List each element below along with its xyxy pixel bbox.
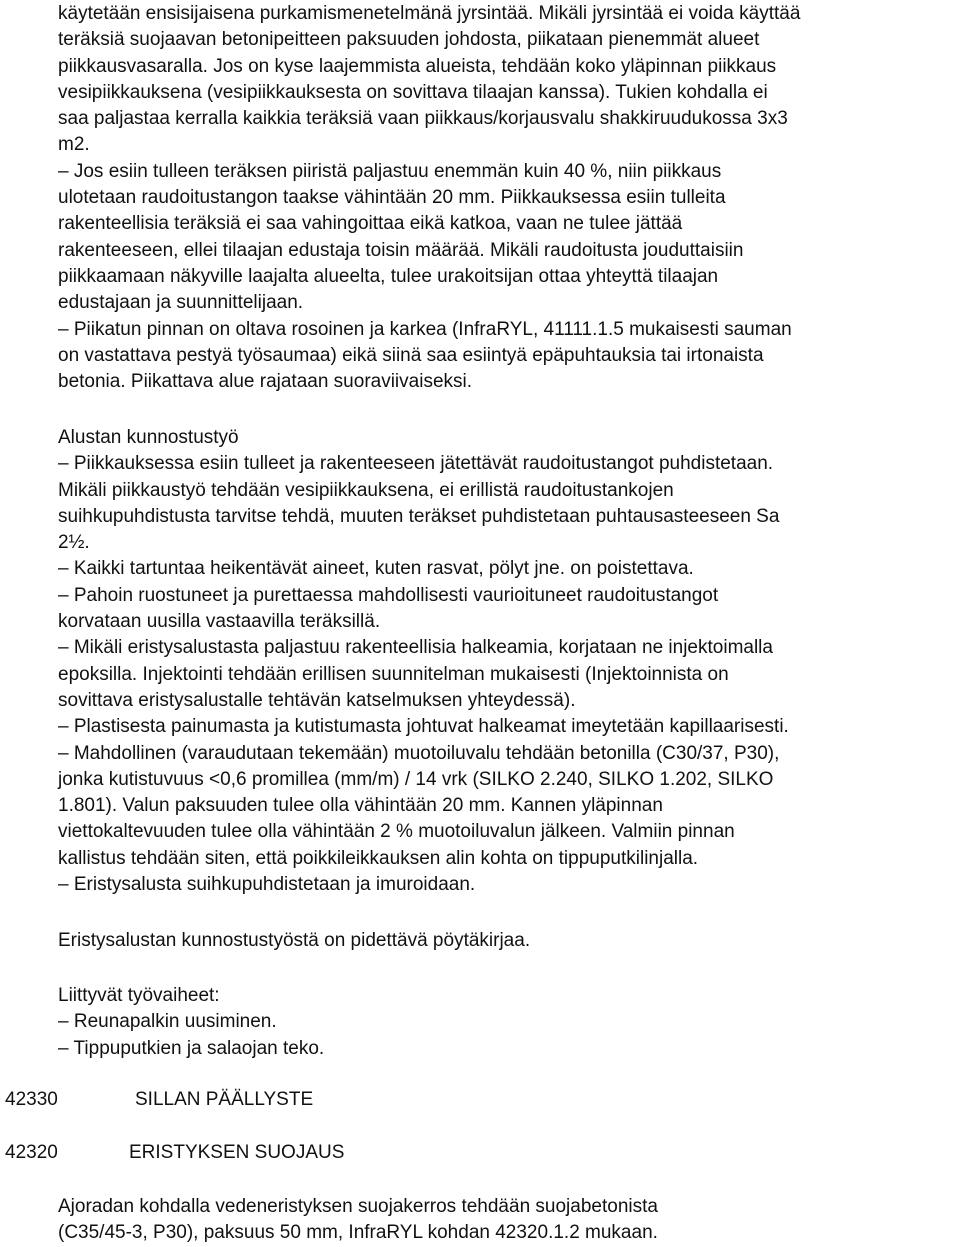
paragraph-related-phases: Liittyvät työvaiheet: – Reunapalkin uusiminen. – Tippuputkien ja salaojan teko. (58, 985, 325, 1059)
paragraph-demolition-method: käytetään ensisijaisena purkamismenetelmänä jyrsintää. Mikäli jyrsintää ei voida käyttää teräksiä suojaavan betonipeitteen paksuuden johdosta, piikataan pienemmät alueet piikkausvasaralla. Jos on kyse laajemmista alueista, tehdään koko yläpinnan piikkaus vesipiikkauksena (vesipiikkauksesta on sovittava tilaajan kanssa). Tukien kohdalla ei saa paljastaa kerralla kaikkia teräksiä vaan piikkaus/korjausvalu shakkiruudukossa 3x3 m2. – Jos esiin tulleen teräksen piiristä paljastuu enemmän kuin 40 %, niin piikkaus ulotetaan raudoitustangon taakse vähintään 20 mm. Piikkauksessa esiin tulleita rakenteellisia teräksiä ei saa vahingoittaa eikä katkoa, vaan ne tulee jättää rakenteeseen, ellei tilaajan edustaja toisin määrää. Mikäli raudoitusta jouduttaisiin piikkaamaan näkyville laajalta alueelta, tulee urakoitsijan ottaa yhteyttä tilaajan edustajaan ja suunnittelijaan. – Piikatun pinnan on oltava rosoinen ja karkea (InfraRYL, 41111.1.5 mukaisesti sauman on vastattava pestyä työsaumaa) eikä siinä saa esiintyä epäpuhtauksia tai irtonaista betonia. Piikattava alue rajataan suoraviivaiseksi. (58, 3, 801, 393)
paragraph-protective-layer: Ajoradan kohdalla vedeneristyksen suojakerros tehdään suojabetonista (C35/45-3, P30), paksuus 50 mm, InfraRYL kohdan 42320.1.2 mukaan. (58, 1196, 658, 1244)
section-code: 42320 (5, 1142, 58, 1163)
section-code: 42330 (5, 1089, 58, 1110)
paragraph-record-keeping: Eristysalustan kunnostustyöstä on pidettävä pöytäkirjaa. (58, 930, 531, 951)
paragraph-substrate-repair: Alustan kunnostustyö – Piikkauksessa esiin tulleet ja rakenteeseen jätettävät raudoitustangot puhdistetaan. Mikäli piikkaustyö tehdään vesipiikkauksena, ei erillistä raudoitustankojen suihkupuhdistusta tarvitse tehdä, muuten teräkset puhdistetaan puhtausasteeseen Sa 2½. – Kaikki tartuntaa heikentävät aineet, kuten rasvat, pölyt jne. on poistettava. – Pahoin ruostuneet ja purettaessa mahdollisesti vaurioituneet raudoitustangot korvataan uusilla vastaavilla teräksillä. – Mikäli eristysalustasta paljastuu rakenteellisia halkeamia, korjataan ne injektoimalla epoksilla. Injektointi tehdään erillisen suunnitelman mukaisesti (Injektoinnista on sovittava eristysalustalle tehtävän katselmuksen yhteydessä). – Plastisesta painumasta ja kutistumasta johtuvat halkeamat imeytetään kapillaarisesti. – Mahdollinen (varaudutaan tekemään) muotoiluvalu tehdään betonilla (C30/37, P30), jonka kutistuvuus <0,6 promillea (mm/m) / 14 vrk (SILKO 2.240, SILKO 1.202, SILKO 1.801). Valun paksuuden tulee olla vähintään 20 mm. Kannen yläpinnan viettokaltevuuden tulee olla vähintään 2 % muotoiluvalun jälkeen. Valmiin pinnan kallistus tehdään siten, että poikkileikkauksen alin kohta on tippuputkilinjalla. – Eristysalusta suihkupuhdistetaan ja imuroidaan. (58, 427, 789, 896)
section-title: ERISTYKSEN SUOJAUS (129, 1142, 345, 1163)
section-heading-42320 (5, 1140, 905, 1166)
section-heading-42330 (5, 1087, 905, 1113)
section-title: SILLAN PÄÄLLYSTE (135, 1089, 314, 1110)
